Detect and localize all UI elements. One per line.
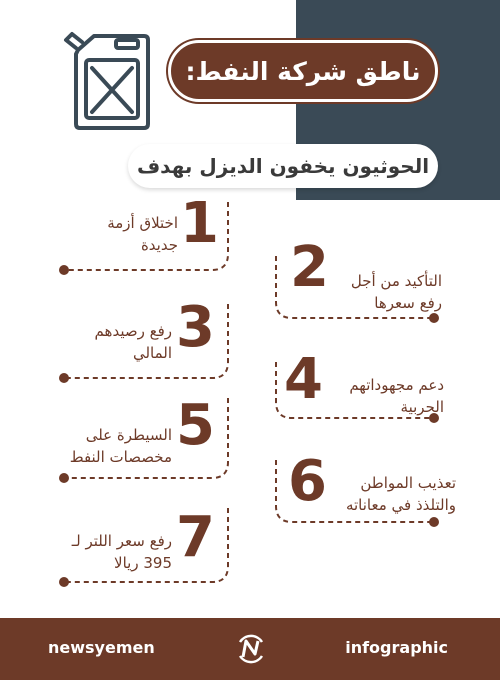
footer-label: infographic bbox=[345, 638, 448, 657]
item-text-3: رفع رصيدهم المالي bbox=[94, 322, 172, 362]
item-text-6: تعذيب المواطن والتلذذ في معاناته bbox=[345, 474, 456, 514]
newsyemen-logo bbox=[234, 632, 268, 666]
item-number-5: 5 bbox=[176, 393, 215, 458]
connector-dot-3 bbox=[59, 373, 69, 383]
item-text-1: اختلاق أزمة جديدة bbox=[107, 214, 178, 254]
item-text-7: رفع سعر اللتر لـ 395 ريالا bbox=[71, 532, 172, 572]
footer-brand: newsyemen bbox=[48, 638, 155, 657]
connector-dot-2 bbox=[429, 313, 439, 323]
connector-dot-6 bbox=[429, 517, 439, 527]
connector-dot-7 bbox=[59, 577, 69, 587]
item-number-4: 4 bbox=[284, 347, 323, 412]
item-text-2: التأكيد من أجل رفع سعرها bbox=[350, 272, 442, 312]
page-subtitle: الحوثيون يخفون الديزل بهدف bbox=[136, 154, 430, 178]
item-number-6: 6 bbox=[288, 449, 327, 514]
item-text-5: السيطرة على مخصصات النفط bbox=[69, 426, 172, 466]
page-title: ناطق شركة النفط: bbox=[185, 56, 421, 86]
item-number-2: 2 bbox=[290, 235, 329, 300]
footer-bar bbox=[0, 618, 500, 680]
connector-dot-5 bbox=[59, 473, 69, 483]
item-number-7: 7 bbox=[176, 505, 215, 570]
item-number-1: 1 bbox=[180, 191, 219, 256]
item-number-3: 3 bbox=[176, 295, 215, 360]
connector-dot-1 bbox=[59, 265, 69, 275]
item-text-4: دعم مجهوداتهم الحربية bbox=[349, 376, 444, 416]
